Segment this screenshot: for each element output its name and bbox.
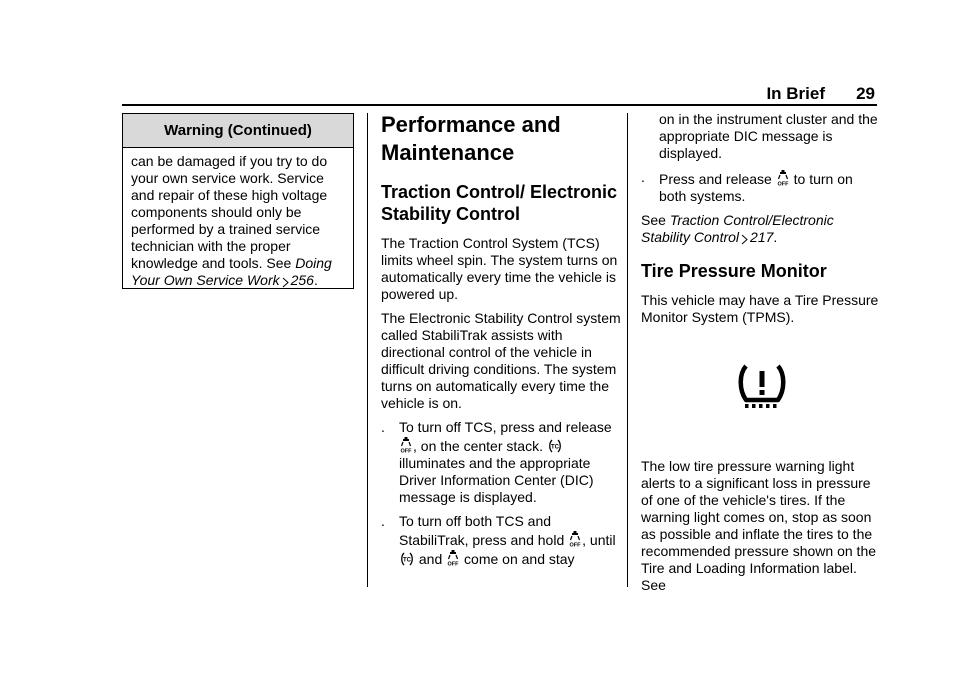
bullet-turn-off-both: . To turn off both TCS and StabiliTrak, press and hold , until and come on and stay <box>381 513 616 567</box>
warning-box <box>122 113 354 289</box>
column-divider-1 <box>367 113 368 587</box>
paragraph-tpms-intro: This vehicle may have a Tire Pressure Monitor System (TPMS). <box>641 292 879 325</box>
page-header <box>122 80 877 106</box>
column-right <box>641 111 881 601</box>
heading-traction-control: Traction Control/ Electronic Stability Control <box>381 182 618 224</box>
warning-body: can be damaged if you try to do your own service work. Service and repair of these high voltage components should only be performed by a trained service technician with the proper knowledge and tools. See Doing Your Own Service Work 256. <box>131 153 332 288</box>
see-ref-link[interactable]: Traction Control/Electronic Stability Control <box>641 212 834 245</box>
page-reference-arrow-icon <box>281 277 290 288</box>
traction-control-off-icon <box>400 436 412 454</box>
warning-ref-page[interactable]: 256 <box>290 272 314 288</box>
heading-tire-pressure: Tire Pressure Monitor <box>641 261 827 281</box>
traction-control-off-icon <box>777 169 789 187</box>
header-rule <box>122 104 877 106</box>
see-ref-page[interactable]: 217 <box>750 229 774 245</box>
heading-performance: Performance and Maintenance <box>381 112 561 165</box>
traction-control-light-icon <box>400 551 414 567</box>
see-reference: See Traction Control/Electronic Stability Control 217. <box>641 212 834 245</box>
page-reference-arrow-icon <box>740 234 749 245</box>
traction-control-off-icon <box>569 530 581 548</box>
bullet-continued: on in the instrument cluster and the appropriate DIC message is displayed. <box>659 111 878 161</box>
paragraph-stabilitrak: The Electronic Stability Control system called StabiliTrak assists with directional control of the vehicle in difficult driving conditions. The system turns on automatically every time the vehicle is on. <box>381 310 621 411</box>
bullet-turn-on: . Press and release to turn on both systems. <box>641 169 853 204</box>
column-middle <box>381 111 621 575</box>
bullet-turn-off-tcs: . To turn off TCS, press and release , on the center stack. illuminates and the appropriate Driver Information Center (DIC) message is displayed. <box>381 419 612 505</box>
section-title: In Brief <box>766 84 825 103</box>
tire-pressure-warning-icon <box>737 362 787 410</box>
paragraph-tpms-light: The low tire pressure warning light alerts to a significant loss in pressure of one of the vehicle's tires. If the warning light comes on, stop as soon as possible and inflate the tires to the recommended pressure shown on the Tire and Loading Information label. See <box>641 458 877 593</box>
paragraph-tcs: The Traction Control System (TCS) limits wheel spin. The system turns on automatically every time the vehicle is powered up. <box>381 235 618 302</box>
warning-ref-link[interactable]: Doing Your Own Service Work <box>131 255 332 288</box>
warning-title: Warning (Continued) <box>123 114 353 148</box>
column-divider-2 <box>627 113 628 587</box>
traction-control-off-icon <box>447 549 459 567</box>
page-number: 29 <box>856 84 875 103</box>
traction-control-light-icon <box>548 438 562 454</box>
